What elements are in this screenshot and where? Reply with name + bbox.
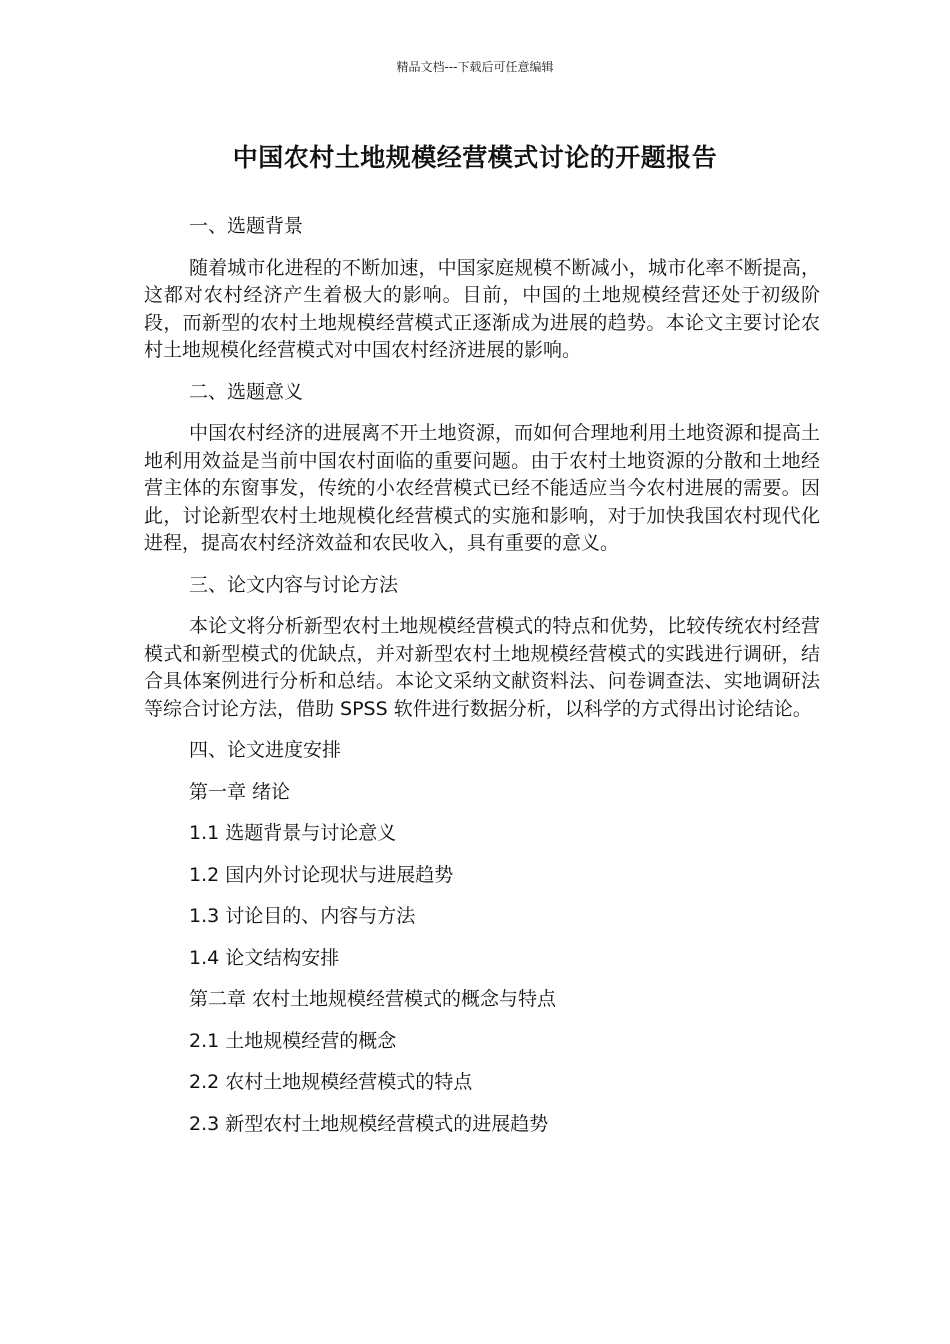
paragraph-content-methods: 本论文将分析新型农村土地规模经营模式的特点和优势，比较传统农村经营模式和新型模式的优缺点，并对新型农村土地规模经营模式的实践进行调研，结合具体案例进行分析和总结。本论文采纳文献资料法、问卷调查法、实地调研法等综合讨论方法，借助 SPSS 软件进行数据分析，以科学的方式得出讨论结论。 [144,615,820,720]
outline-chapter-1: 第一章 绪论 [189,780,291,803]
outline-item-1-4: 1.4 论文结构安排 [189,946,340,969]
document-title: 中国农村土地规模经营模式讨论的开题报告 [232,143,718,172]
outline-item-1-3: 1.3 讨论目的、内容与方法 [189,905,416,927]
header-note: 精品文档---下载后可任意编辑 [396,60,554,74]
outline-item-1-1: 1.1 选题背景与讨论意义 [189,822,397,844]
paragraph-background: 随着城市化进程的不断加速，中国家庭规模不断减小，城市化率不断提高，这都对农村经济产生着极大的影响。目前，中国的土地规模经营还处于初级阶段，而新型的农村土地规模经营模式正逐渐成为进展的趋势。本论文主要讨论农村土地规模化经营模式对中国农村经济进展的影响。 [144,256,820,361]
section-heading-schedule: 四、论文进度安排 [189,739,342,761]
paragraph-significance: 中国农村经济的进展离不开土地资源，而如何合理地利用土地资源和提高土地利用效益是当前中国农村面临的重要问题。由于农村土地资源的分散和土地经营主体的东窗事发，传统的小农经营模式已经不能适应当今农村进展的需要。因此，讨论新型农村土地规模化经营模式的实施和影响，对于加快我国农村现代化进程，提高农村经济效益和农民收入，具有重要的意义。 [144,422,820,554]
document-body [144,213,820,1152]
outline-item-1-2: 1.2 国内外讨论现状与进展趋势 [189,863,454,886]
section-heading-significance: 二、选题意义 [189,380,304,403]
outline-item-2-1: 2.1 土地规模经营的概念 [189,1029,397,1052]
outline-item-2-3: 2.3 新型农村土地规模经营模式的进展趋势 [189,1112,549,1135]
section-heading-content-methods: 三、论文内容与讨论方法 [189,573,399,596]
outline-chapter-2: 第二章 农村土地规模经营模式的概念与特点 [189,988,557,1010]
outline-item-2-2: 2.2 农村土地规模经营模式的特点 [189,1071,473,1093]
section-heading-background: 一、选题背景 [189,215,304,237]
